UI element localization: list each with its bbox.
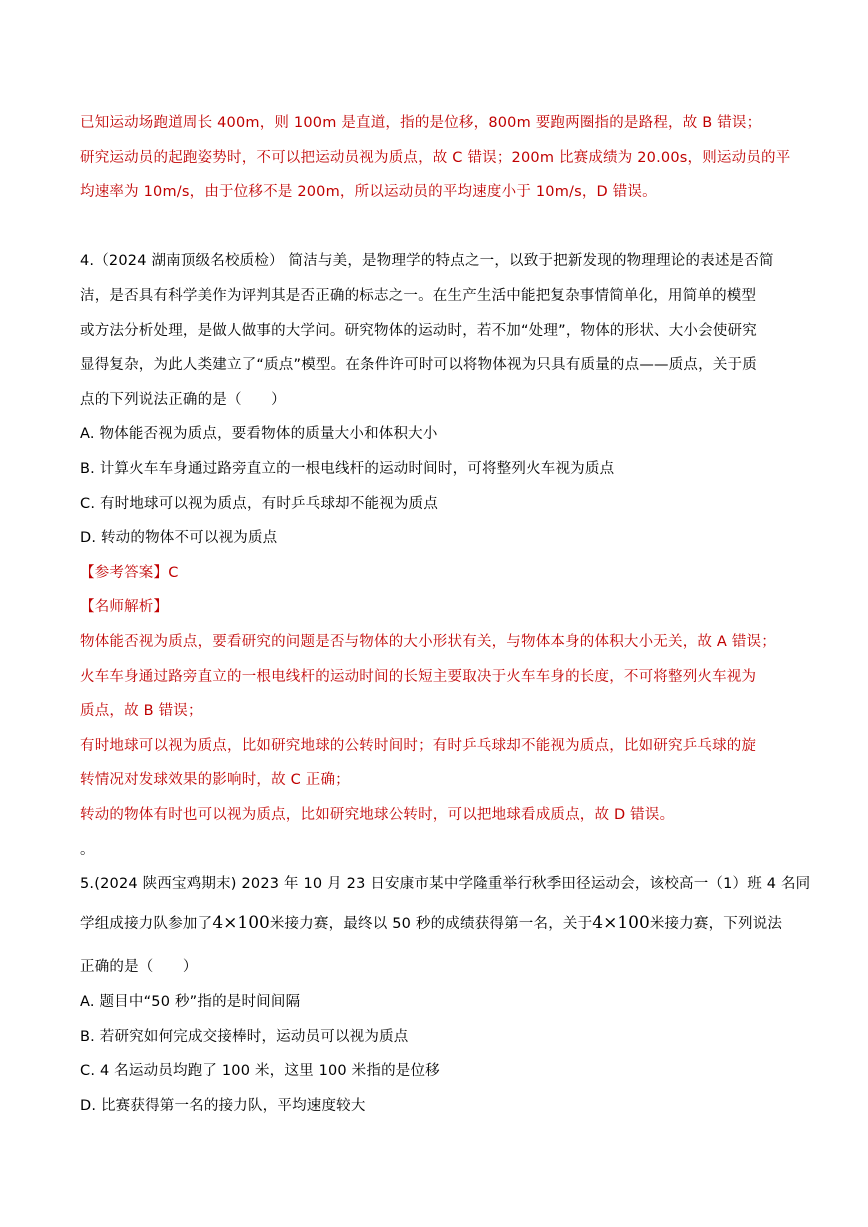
q5-stem-line-2-part-b: 米接力赛，最终以 50 秒的成绩获得第一名，关于 bbox=[269, 916, 593, 932]
q5-option-b: B. 若研究如何完成交接棒时，运动员可以视为质点 bbox=[80, 1029, 409, 1045]
q4-stem-line-2: 洁，是否具有科学美作为评判其是否正确的标志之一。在生产生活中能把复杂事情简单化，用简单的模型 bbox=[80, 288, 757, 304]
q4-analysis-line-4: 有时地球可以视为质点，比如研究地球的公转时间时；有时乒乓球却不能视为质点，比如研究乒乓球的旋 bbox=[80, 738, 757, 754]
q4-trailing-mark: 。 bbox=[80, 842, 95, 858]
q5-option-d: D. 比赛获得第一名的接力队，平均速度较大 bbox=[80, 1098, 366, 1114]
q4-stem-line-3: 或方法分析处理，是做人做事的大学问。研究物体的运动时，若不加“处理”，物体的形状、大小会使研究 bbox=[80, 323, 757, 339]
q4-stem-line-1: 4.（2024 湖南顶级名校质检） 简洁与美，是物理学的特点之一，以致于把新发现的物理理论的表述是否简 bbox=[80, 253, 774, 269]
q3-analysis-line-3: 均速率为 10m/s，由于位移不是 200m，所以运动员的平均速度小于 10m/s，D 错误。 bbox=[80, 184, 657, 200]
q3-analysis-line-1: 已知运动场跑道周长 400m，则 100m 是直道，指的是位移，800m 要跑两圈指的是路程，故 B 错误； bbox=[80, 115, 762, 131]
q5-stem-line-3: 正确的是（ ） bbox=[80, 959, 198, 975]
q4-stem-line-4: 显得复杂，为此人类建立了“质点”模型。在条件许可时可以将物体视为只具有质量的点——质点，关于质 bbox=[80, 357, 757, 373]
q5-stem-line-2 bbox=[80, 913, 792, 934]
q4-analysis-line-2: 火车车身通过路旁直立的一根电线杆的运动时间的长短主要取决于火车车身的长度，不可将整列火车视为 bbox=[80, 669, 757, 685]
q5-option-c: C. 4 名运动员均跑了 100 米，这里 100 米指的是位移 bbox=[80, 1063, 440, 1079]
q4-analysis-line-3: 质点，故 B 错误； bbox=[80, 703, 203, 719]
q5-stem-line-1: 5.(2024 陕西宝鸡期末) 2023 年 10 月 23 日安康市某中学隆重举行秋季田径运动会，该校高一（1）班 4 名同 bbox=[80, 876, 811, 892]
q4-analysis-line-1: 物体能否视为质点，要看研究的问题是否与物体的大小形状有关，与物体本身的体积大小无关，故 A 错误； bbox=[80, 634, 776, 650]
q4-stem-line-5: 点的下列说法正确的是（ ） bbox=[80, 392, 286, 408]
q3-analysis-line-2: 研究运动员的起跑姿势时，不可以把运动员视为质点，故 C 错误；200m 比赛成绩为 20.00s，则运动员的平 bbox=[80, 150, 791, 166]
q4-option-d: D. 转动的物体不可以视为质点 bbox=[80, 530, 278, 546]
relay-math-expression-2: 4×100 bbox=[592, 913, 650, 933]
q4-option-c: C. 有时地球可以视为质点，有时乒乓球却不能视为质点 bbox=[80, 496, 439, 512]
relay-math-expression: 4×100 bbox=[212, 913, 270, 933]
q4-option-b: B. 计算火车车身通过路旁直立的一根电线杆的运动时间时，可将整列火车视为质点 bbox=[80, 461, 615, 477]
q4-analysis-line-5: 转情况对发球效果的影响时，故 C 正确； bbox=[80, 772, 350, 788]
q5-stem-line-2-part-a: 学组成接力队参加了 bbox=[80, 916, 213, 932]
q4-option-a: A. 物体能否视为质点，要看物体的质量大小和体积大小 bbox=[80, 426, 438, 442]
q4-analysis-line-6: 转动的物体有时也可以视为质点，比如研究地球公转时，可以把地球看成质点，故 D 错误。 bbox=[80, 807, 675, 823]
q5-stem-line-2-part-c: 米接力赛，下列说法 bbox=[649, 916, 783, 932]
q4-analysis-heading: 【名师解析】 bbox=[80, 599, 169, 615]
q5-option-a: A. 题目中“50 秒”指的是时间间隔 bbox=[80, 994, 301, 1010]
q4-answer: 【参考答案】C bbox=[80, 565, 179, 581]
